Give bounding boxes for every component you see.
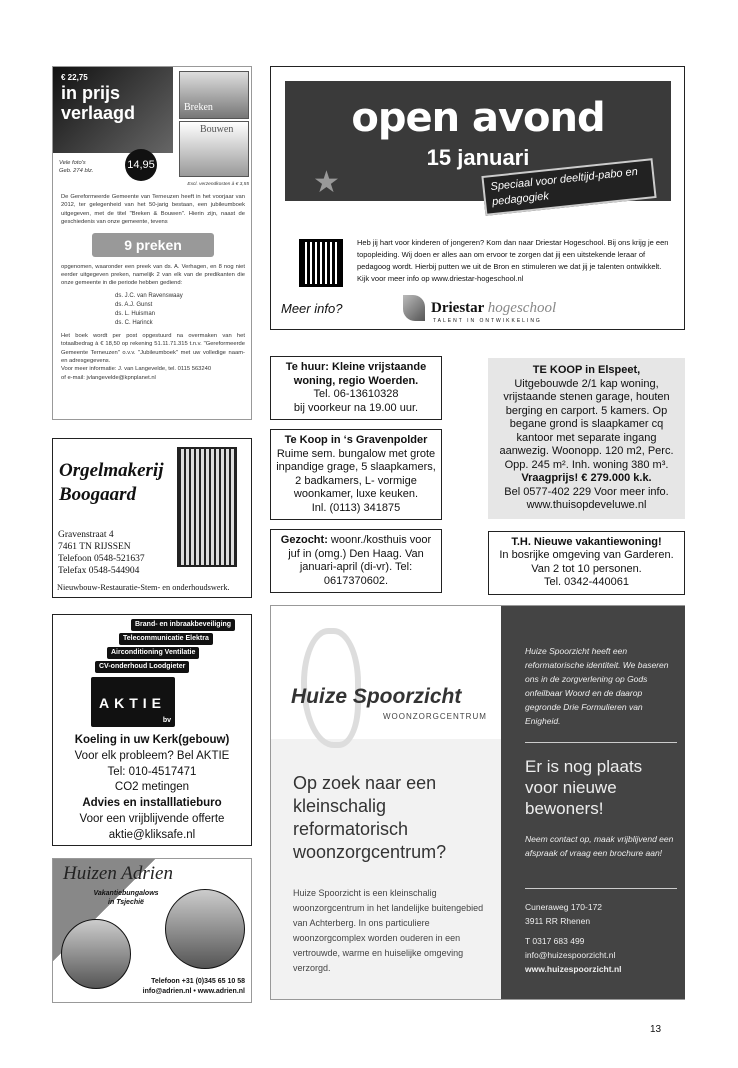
aktie-advertisement [52, 614, 252, 846]
logo-subtitle: WOONZORGCENTRUM [383, 711, 487, 721]
classified-ad [488, 358, 685, 519]
book-features: Vele foto's Geb. 274 blz. [59, 160, 94, 175]
company-name: Huizen Adrien [63, 863, 173, 884]
orgelmakerij-advertisement [52, 438, 252, 598]
book-cover-photo: Breken [179, 71, 249, 119]
service-card: Telecommunicatie Elektra [119, 633, 213, 645]
headline: Er is nog plaats voor nieuwe bewoners! [525, 756, 643, 818]
classifieds [270, 356, 685, 595]
qr-code-icon[interactable] [299, 239, 343, 287]
identity-text: Huize Spoorzicht heeft een reformatorische identiteit. We baseren ons in de zorgverlening op Gods onfeilbaar Woord en de daarop gegronde Drie Formulieren van Enigheid. [525, 645, 669, 726]
star-icon: ★ [313, 166, 340, 199]
classified-ad [270, 429, 442, 520]
aktie-text: Koeling in uw Kerk(gebouw) Voor elk probleem? Bel AKTIE Tel: 010-4517471 CO2 metingen Advies en installlatieburo Voor een vrijblijvende offerte aktie@kliksafe.nl [74, 734, 230, 841]
driestar-body: Heb jij hart voor kinderen of jongeren? Kom dan naar Driestar Hogeschool. Bij ons krijg je een topopleiding. Wij doen er alles aan om ervoor te zorgen dat jij een uitstekende leraar of pedagoog wordt. Hierbij putten we uit de Bron en stimuleren we dat jij je talenten ontwikkelt. Kijk voor meer info op www.driestar-hogeschool.nl [357, 238, 669, 283]
classified-ad [488, 531, 685, 595]
order-info: Het boek wordt per post opgestuurd na overmaken van het totaalbedrag à € 18,50 op rekening 51.11.71.315 t.n.v. "Gereformeerde Gemeente Terneuzen" o.v.v. "Jubileumboek" met uw volledige naam- en adresgegevens. Voor meer informatie: J. van Langevelde, tel. 0115 563240 of e-mail: jvlangevelde@kpnplanet.nl [61, 332, 245, 381]
company-name: Orgelmakerij Boogaard [59, 460, 164, 505]
contact-block: Cuneraweg 170-172 3911 RR Rhenen T 0317 683 499 info@huizespoorzicht.nl www.huizespoorzicht.nl [525, 901, 622, 974]
driestar-logo: Driestar hogeschool [431, 300, 557, 316]
contact: Telefoon +31 (0)345 65 10 58 info@adrien.nl • www.adrien.nl [142, 978, 245, 995]
divider [525, 742, 677, 743]
ad-body: In bosrijke omgeving van Garderen. Van 2 tot 10 personen. Tel. 0342-440061 [499, 549, 674, 588]
aktie-logo: AKTIE bv [91, 677, 175, 727]
meer-info-label: Meer info? [281, 301, 343, 316]
driestar-advertisement [270, 66, 685, 330]
book-advertisement [52, 66, 252, 420]
organ-illustration [177, 447, 237, 567]
book-intro: De Gereformeerde Gemeente van Terneuzen heeft in het voorjaar van 2012, ter gelegenheid van het 50-jarig bestaan, een jubileumboek uitgegeven, met de titel "Breken & Bouwen". Hierin zijn, naast de geschiedenis van onze gemeente, tevens [61, 194, 245, 226]
adrien-advertisement [52, 858, 252, 1003]
driestar-logo-icon [403, 295, 425, 321]
event-title: open avond [351, 95, 605, 141]
shipping-note: Excl. verzendkosten à € 3,55 [187, 182, 249, 187]
service-card: CV-onderhoud Loodgieter [95, 661, 189, 673]
spoorzicht-advertisement [270, 605, 685, 1000]
old-price: € 22,75 [61, 73, 88, 82]
ad-title: Gezocht: [280, 534, 328, 546]
service-card: Airconditioning Ventilatie [107, 647, 199, 659]
question-heading: Op zoek naar een kleinschalig reformatorisch woonzorgcentrum? [293, 772, 447, 862]
book-body: opgenomen, waaronder een preek van ds. A. Verhagen, en 8 nog niet eerder uitgegeven preken, namelijk 2 van elk van de predikanten die onze gemeente in die periode hebben gediend: [61, 263, 245, 287]
price-badge: 14,95 [125, 149, 157, 181]
ad-price: Vraagprijs! € 279.000 k.k. [521, 472, 652, 484]
minister-list: ds. J.C. van Ravenswaay ds. A.J. Gunst ds. L. Huisman ds. C. Harinck [115, 292, 183, 326]
book-cover-photo: Bouwen [179, 121, 249, 177]
ad-body: Tel. 06-13610328 bij voorkeur na 19.00 uur. [293, 388, 419, 414]
classified-ad [270, 356, 442, 420]
ad-body: Ruime sem. bungalow met grote inpandige grage, 5 slaapkamers, 2 badkamers, L- vormige woonkamer, luxe keuken. Inl. (0113) 341875 [276, 447, 436, 514]
company-address: Gravenstraat 4 7461 TN RIJSSEN Telefoon 0548-521637 Telefax 0548-544904 [58, 530, 145, 576]
ad-title: Te Koop in ‘s Gravenpolder [284, 434, 428, 446]
description: Huize Spoorzicht is een kleinschalig woonzorgcentrum in het landelijke buitengebied van Achterberg. In ons particuliere woonzorgcomplex worden ouderen in een vertrouwde, warme en huiselijke omgeving verzorgd. [293, 887, 484, 973]
event-date: 15 januari [426, 145, 530, 170]
info-panel [501, 606, 685, 999]
house-photo [61, 919, 131, 989]
services: Nieuwbouw-Restauratie-Stem- en onderhoudswerk. [57, 583, 230, 592]
divider [525, 888, 677, 889]
service-card: Brand- en inbraakbeveiliging [131, 619, 235, 631]
ad-title: Te huur: Kleine vrijstaande woning, regio Woerden. [285, 361, 427, 387]
ad-contact: Bel 0577-402 229 Voor meer info. www.thuisopdeveluwe.nl [504, 485, 669, 511]
tagline: TALENT IN ONTWIKKELING [433, 318, 542, 324]
call-to-action: Neem contact op, maak vrijblijvend een afspraak of vraag een brochure aan! [525, 833, 674, 858]
ad-title: TE KOOP in Elspeet, [532, 364, 641, 376]
page-number: 13 [650, 1024, 662, 1035]
classified-ad [270, 529, 442, 593]
ad-body: Uitgebouwde 2/1 kap woning, vrijstaande stenen garage, houten berging en carport. 5 kamers. Op begane grond is slaapkamer cq kantoor met separate ingang aanwezig. Woonopp. 120 m2, Perc. Opp. 245 m². Inh. woning 380 m³. [499, 377, 674, 471]
ad-title: T.H. Nieuwe vakantiewoning! [511, 535, 662, 548]
highlight-badge: 9 preken [92, 233, 214, 257]
ad-body: woonr./kosthuis voor juf in (omg.) Den Haag. Van januari-april (di-vr). Tel: 0617370602. [288, 534, 432, 587]
subtitle: Vakantiebungalows in Tsjechië [93, 890, 159, 906]
logo: Huize Spoorzicht [291, 684, 462, 708]
house-photo [165, 889, 245, 969]
banner-text: in prijs verlaagd [61, 83, 136, 123]
sign-board: Speciaal voor deeltijd-pabo en pedagogiek [481, 158, 656, 216]
